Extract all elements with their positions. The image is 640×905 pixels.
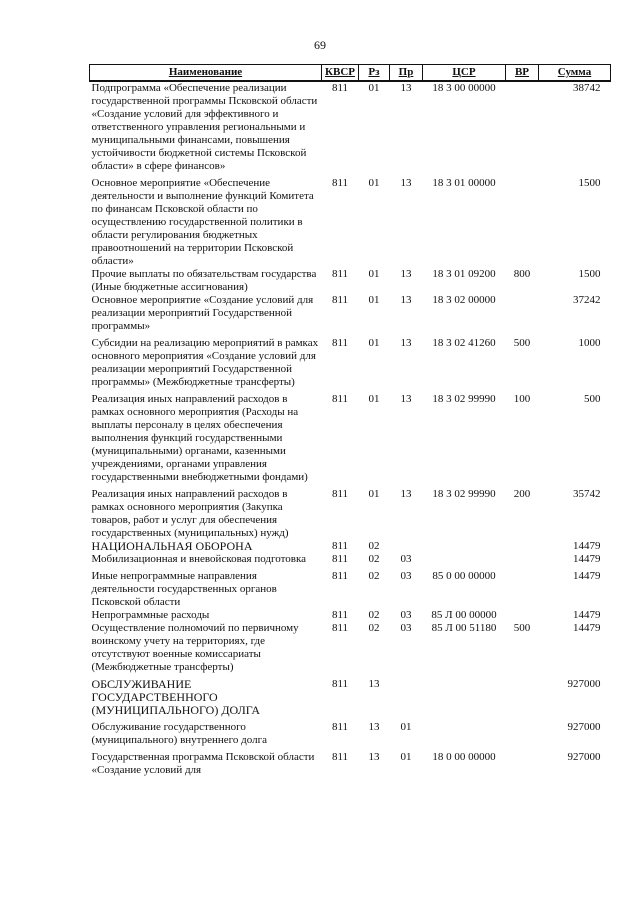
row-pr-cell: 13 (400, 82, 412, 94)
row-rz-cell: 13 (368, 678, 380, 690)
row-name-cell: ОБСЛУЖИВАНИЕ ГОСУДАРСТВЕННОГО (МУНИЦИПАЛЬНОГО) ДОЛГА (91, 677, 261, 717)
row-vr-cell (506, 609, 539, 622)
table-row (90, 484, 611, 540)
row-pr-cell: 13 (400, 337, 412, 349)
row-pr-cell: 13 (400, 294, 412, 306)
row-vr-cell: 500 (513, 337, 531, 349)
row-vr-cell (506, 173, 539, 268)
table-row (90, 268, 611, 294)
table-row (90, 294, 611, 333)
row-csr-cell: 18 3 02 99990 (432, 488, 496, 500)
row-rz-cell: 13 (368, 721, 380, 733)
row-rz-cell: 01 (368, 82, 380, 94)
table-row (90, 622, 611, 674)
row-kvsr-cell: 811 (331, 553, 349, 565)
row-pr-cell: 03 (400, 609, 412, 621)
table-row (90, 540, 611, 553)
row-kvsr-cell: 811 (331, 337, 349, 349)
row-rz-cell: 13 (368, 751, 380, 763)
table-row (90, 81, 611, 173)
row-csr-cell: 85 0 00 00000 (432, 570, 496, 582)
row-sum-cell: 500 (584, 393, 601, 405)
row-csr-cell: 18 3 02 41260 (432, 337, 496, 349)
row-rz-cell: 02 (368, 622, 380, 634)
row-pr-cell: 13 (400, 393, 412, 405)
row-rz-cell: 01 (368, 294, 380, 306)
row-vr-cell (506, 294, 539, 333)
row-name-cell: Непрограммные расходы (91, 609, 210, 621)
row-rz-cell: 02 (368, 570, 380, 582)
row-sum-cell: 927000 (567, 751, 601, 763)
row-sum-cell: 14479 (573, 540, 601, 552)
row-kvsr-cell: 811 (331, 540, 349, 552)
row-sum-cell: 927000 (567, 721, 601, 733)
table-row (90, 553, 611, 566)
column-header-csr: ЦСР (423, 65, 506, 82)
row-kvsr-cell: 811 (331, 82, 349, 94)
row-vr-cell: 200 (513, 488, 531, 500)
row-csr-cell: 18 3 00 00000 (432, 82, 496, 94)
row-kvsr-cell: 811 (331, 570, 349, 582)
row-name-cell: НАЦИОНАЛЬНАЯ ОБОРОНА (91, 539, 253, 553)
row-pr-cell: 01 (400, 751, 412, 763)
row-csr-cell (423, 540, 506, 553)
row-kvsr-cell: 811 (331, 751, 349, 763)
row-name-cell: Подпрограмма «Обеспечение реализации государственной программы Псковской области «Создание условий для эффективного и ответственного управления региональными и муниципальными финансами, повышения устойчивости бюджетной системы Псковской области» в сфере финансов» (91, 82, 318, 172)
row-csr-cell: 18 3 01 00000 (432, 177, 496, 189)
row-name-cell: Обслуживание государственного (муниципального) внутреннего долга (91, 721, 267, 746)
row-kvsr-cell: 811 (331, 268, 349, 280)
row-csr-cell: 18 0 00 00000 (432, 751, 496, 763)
row-kvsr-cell: 811 (331, 393, 349, 405)
row-csr-cell: 85 Л 00 00000 (431, 609, 497, 621)
row-rz-cell: 02 (368, 609, 380, 621)
row-kvsr-cell: 811 (331, 622, 349, 634)
row-kvsr-cell: 811 (331, 488, 349, 500)
row-name-cell: Основное мероприятие «Обеспечение деятельности и выполнение функций Комитета по финансам Псковской области по осуществлению государственной политики в области регулирования бюджетных правоотношений на территории Псковской области» (91, 177, 314, 267)
table-header-row (90, 65, 611, 82)
row-pr-cell: 13 (400, 268, 412, 280)
table-row (90, 609, 611, 622)
row-pr-cell: 13 (400, 488, 412, 500)
row-vr-cell (506, 566, 539, 609)
row-rz-cell: 01 (368, 177, 380, 189)
row-csr-cell (423, 717, 506, 747)
row-name-cell: Иные непрограммные направления деятельности государственных органов Псковской области (91, 570, 277, 608)
column-header-name: Наименование (90, 65, 322, 82)
row-name-cell: Прочие выплаты по обязательствам государства (Иные бюджетные ассигнования) (91, 268, 317, 293)
row-pr-cell: 01 (400, 721, 412, 733)
row-kvsr-cell: 811 (331, 678, 349, 690)
row-name-cell: Реализация иных направлений расходов в рамках основного мероприятия (Закупка товаров, работ и услуг для обеспечения государственных (муниципальных) нужд) (91, 488, 289, 539)
column-header-pr: Пр (390, 65, 423, 82)
budget-table (89, 64, 611, 777)
row-pr-cell (390, 540, 423, 553)
row-sum-cell: 35742 (573, 488, 601, 500)
row-kvsr-cell: 811 (331, 721, 349, 733)
row-vr-cell: 800 (513, 268, 531, 280)
row-sum-cell: 14479 (573, 622, 601, 634)
row-sum-cell: 1500 (578, 177, 601, 189)
table-row (90, 717, 611, 747)
row-rz-cell: 01 (368, 488, 380, 500)
row-rz-cell: 01 (368, 393, 380, 405)
row-vr-cell (506, 747, 539, 777)
row-kvsr-cell: 811 (331, 609, 349, 621)
row-kvsr-cell: 811 (331, 177, 349, 189)
row-pr-cell (390, 674, 423, 717)
row-vr-cell: 100 (513, 393, 531, 405)
row-pr-cell: 03 (400, 622, 412, 634)
column-header-rz: Рз (359, 65, 390, 82)
column-header-sum: Сумма (539, 65, 611, 82)
row-rz-cell: 02 (368, 553, 380, 565)
page-number: 69 (314, 38, 326, 52)
row-csr-cell: 18 3 01 09200 (432, 268, 496, 280)
row-vr-cell (506, 674, 539, 717)
table-row (90, 173, 611, 268)
row-sum-cell: 38742 (573, 82, 601, 94)
row-vr-cell (506, 553, 539, 566)
row-csr-cell: 18 3 02 00000 (432, 294, 496, 306)
row-kvsr-cell: 811 (331, 294, 349, 306)
row-vr-cell (506, 717, 539, 747)
row-sum-cell: 927000 (567, 678, 601, 690)
row-name-cell: Государственная программа Псковской области «Создание условий для (91, 751, 315, 776)
row-sum-cell: 37242 (573, 294, 601, 306)
column-header-kvsr: КВСР (322, 65, 359, 82)
row-sum-cell: 14479 (573, 570, 601, 582)
row-sum-cell: 1500 (578, 268, 601, 280)
row-rz-cell: 01 (368, 268, 380, 280)
row-name-cell: Основное мероприятие «Создание условий для реализации мероприятий Государственной программы» (91, 294, 314, 332)
row-csr-cell (423, 553, 506, 566)
row-sum-cell: 14479 (573, 553, 601, 565)
row-csr-cell (423, 674, 506, 717)
row-sum-cell: 1000 (578, 337, 601, 349)
column-header-vr: ВР (506, 65, 539, 82)
row-pr-cell: 13 (400, 177, 412, 189)
row-vr-cell (506, 540, 539, 553)
table-row (90, 333, 611, 389)
row-pr-cell: 03 (400, 570, 412, 582)
row-name-cell: Мобилизационная и вневойсковая подготовка (91, 553, 307, 565)
table-row (90, 674, 611, 717)
row-name-cell: Субсидии на реализацию мероприятий в рамках основного мероприятия «Создание условий для реализации мероприятий Государственной программы» (Межбюджетные трансферты) (91, 337, 319, 388)
row-name-cell: Реализация иных направлений расходов в рамках основного мероприятия (Расходы на выплаты персоналу в целях обеспечения выполнения функций государственными (муниципальными) органами, казенными учреждениями, органами управления государственными внебюджетными фондами) (91, 393, 308, 483)
row-rz-cell: 01 (368, 337, 380, 349)
row-vr-cell (506, 81, 539, 173)
row-pr-cell: 03 (400, 553, 412, 565)
row-sum-cell: 14479 (573, 609, 601, 621)
row-name-cell: Осуществление полномочий по первичному воинскому учету на территориях, где отсутствуют военные комиссариаты (Межбюджетные трансферты) (91, 622, 299, 673)
table-row (90, 566, 611, 609)
table-row (90, 389, 611, 484)
table-row (90, 747, 611, 777)
row-rz-cell: 02 (368, 540, 380, 552)
row-vr-cell: 500 (513, 622, 531, 634)
row-csr-cell: 18 3 02 99990 (432, 393, 496, 405)
row-csr-cell: 85 Л 00 51180 (431, 622, 497, 634)
